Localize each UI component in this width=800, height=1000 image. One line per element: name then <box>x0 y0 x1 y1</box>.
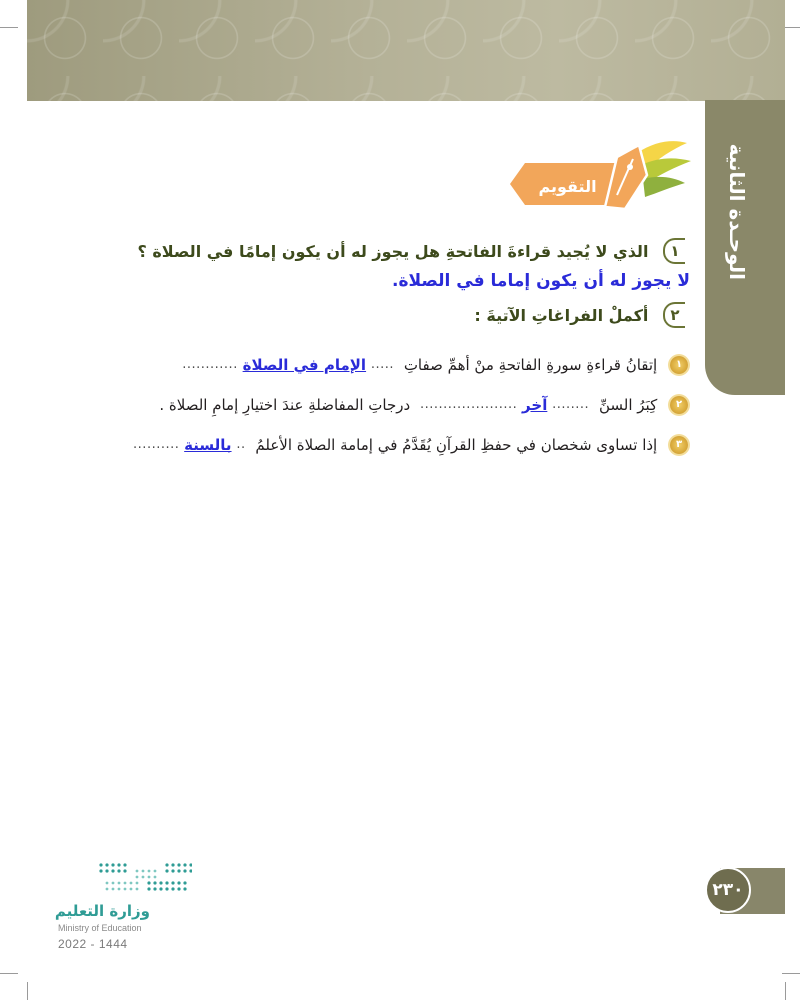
ministry-logo-icon <box>98 862 193 896</box>
question-2 <box>474 302 685 328</box>
page-number: ٢٣٠ <box>705 867 751 913</box>
unit-side-tab <box>705 100 785 395</box>
blank-dots: .. <box>236 437 246 452</box>
blank-dots: ..................... <box>419 397 518 412</box>
item-number-bullet: ٣ <box>670 436 688 454</box>
ministry-name-arabic: وزارة التعليم <box>54 902 150 920</box>
unit-title: الوحـدة الثانية <box>725 143 749 280</box>
section-badge-label: التقويم <box>538 177 597 196</box>
item-answer: آخر <box>522 395 548 414</box>
crop-mark-bottom-left-v <box>27 982 28 1000</box>
ministry-name-english: Ministry of Education <box>58 923 142 933</box>
question-text: الذي لا يُجيد قراءةَ الفاتحةِ هل يجوز له أن يكون إمامًا في الصلاة ؟ <box>137 241 649 261</box>
item-text-continued: درجاتِ المفاضلةِ عندَ اختيارِ إمامِ الصلاة . <box>159 395 411 414</box>
item-text: إتقانُ قراءةِ سورةِ الفاتحةِ منْ أهمِّ صفاتِ <box>403 355 658 374</box>
item-answer: الإمام في الصلاة <box>242 355 367 374</box>
crop-mark-top-left <box>0 27 18 28</box>
crop-mark-bottom-right-h <box>782 973 800 974</box>
question-1-answer: لا يجوز له أن يكون إماما في الصلاة. <box>392 271 690 291</box>
crop-mark-bottom-right-v <box>785 982 786 1000</box>
pen-nib-icon <box>605 141 691 209</box>
question-1 <box>137 238 685 264</box>
fill-item-3 <box>133 435 688 454</box>
item-number-bullet: ٢ <box>670 396 688 414</box>
fill-item-2 <box>159 395 688 414</box>
item-answer: بالسنة <box>184 435 232 454</box>
edition-year: 2022 - 1444 <box>58 937 128 951</box>
blank-dots: .......... <box>133 437 180 452</box>
question-text: أكملْ الفراغاتِ الآتيةَ : <box>474 305 649 325</box>
item-text: كِبَرُ السنِّ <box>598 395 658 414</box>
blank-dots: ............ <box>182 357 238 372</box>
item-text: إذا تساوى شخصان في حفظِ القرآنِ يُقَدَّمُ في إمامة الصلاة الأعلمُ <box>255 435 658 454</box>
item-number-bullet: ١ <box>670 356 688 374</box>
blank-dots: ..... <box>370 357 395 372</box>
fill-item-1 <box>182 355 688 374</box>
blank-dots: ........ <box>552 397 590 412</box>
question-number: ١ <box>663 238 685 264</box>
header-banner <box>27 0 785 101</box>
crop-mark-bottom-left-h <box>0 973 18 974</box>
question-number: ٢ <box>663 302 685 328</box>
